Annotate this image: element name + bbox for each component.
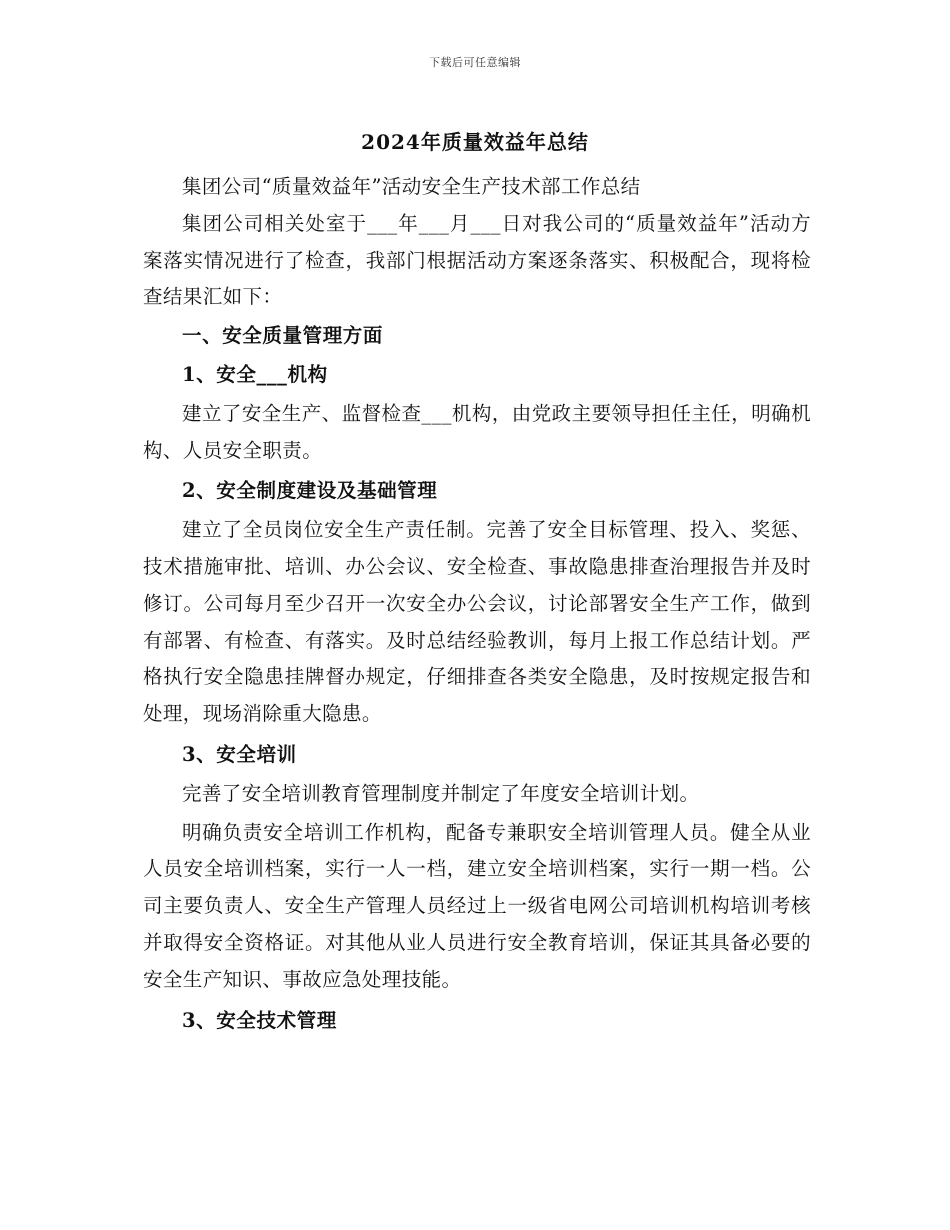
- header-note: 下载后可任意编辑: [429, 56, 521, 69]
- intro-paragraph: 集团公司相关处室于___年___月___日对我公司的“质量效益年”活动方案落实情况进行了检查，我部门根据活动方案逐条落实、积极配合，现将检查结果汇如下：: [143, 211, 811, 309]
- body-paragraph: 建立了全员岗位安全生产责任制。完善了安全目标管理、投入、奖惩、技术措施审批、培训、办公会议、安全检查、事故隐患排查治理报告并及时修订。公司每月至少召开一次安全办公会议，讨论部署安全生产工作，做到有部署、有检查、有落实。及时总结经验教训，每月上报工作总结计划。严格执行安全隐患挂牌督办规定，仔细排查各类安全隐患，及时按规定报告和处理，现场消除重大隐患。: [143, 518, 811, 726]
- document-title: 2024年质量效益年总结: [361, 130, 589, 154]
- body-paragraph: 明确负责安全培训工作机构，配备专兼职安全培训管理人员。健全从业人员安全培训档案，实行一人一档，建立安全培训档案，实行一期一档。公司主要负责人、安全生产管理人员经过上一级省电网公司培训机构培训考核并取得安全资格证。对其他从业人员进行安全教育培训，保证其具备必要的安全生产知识、事故应急处理技能。: [143, 820, 811, 991]
- subsection-heading: 3、安全培训: [182, 742, 297, 766]
- subsection-heading: 3、安全技术管理: [182, 1008, 337, 1032]
- body-paragraph: 建立了安全生产、监督检查___机构，由党政主要领导担任主任，明确机构、人员安全职责。: [143, 401, 811, 462]
- subsection-heading: 1、安全___机构: [182, 362, 328, 386]
- section-heading: 一、安全质量管理方面: [182, 324, 384, 348]
- subsection-heading: 2、安全制度建设及基础管理: [182, 479, 438, 503]
- subtitle-paragraph: 集团公司“质量效益年”活动安全生产技术部工作总结: [182, 175, 641, 198]
- body-paragraph: 完善了安全培训教育管理制度并制定了年度安全培训计划。: [182, 781, 700, 805]
- document-body: [143, 169, 811, 1039]
